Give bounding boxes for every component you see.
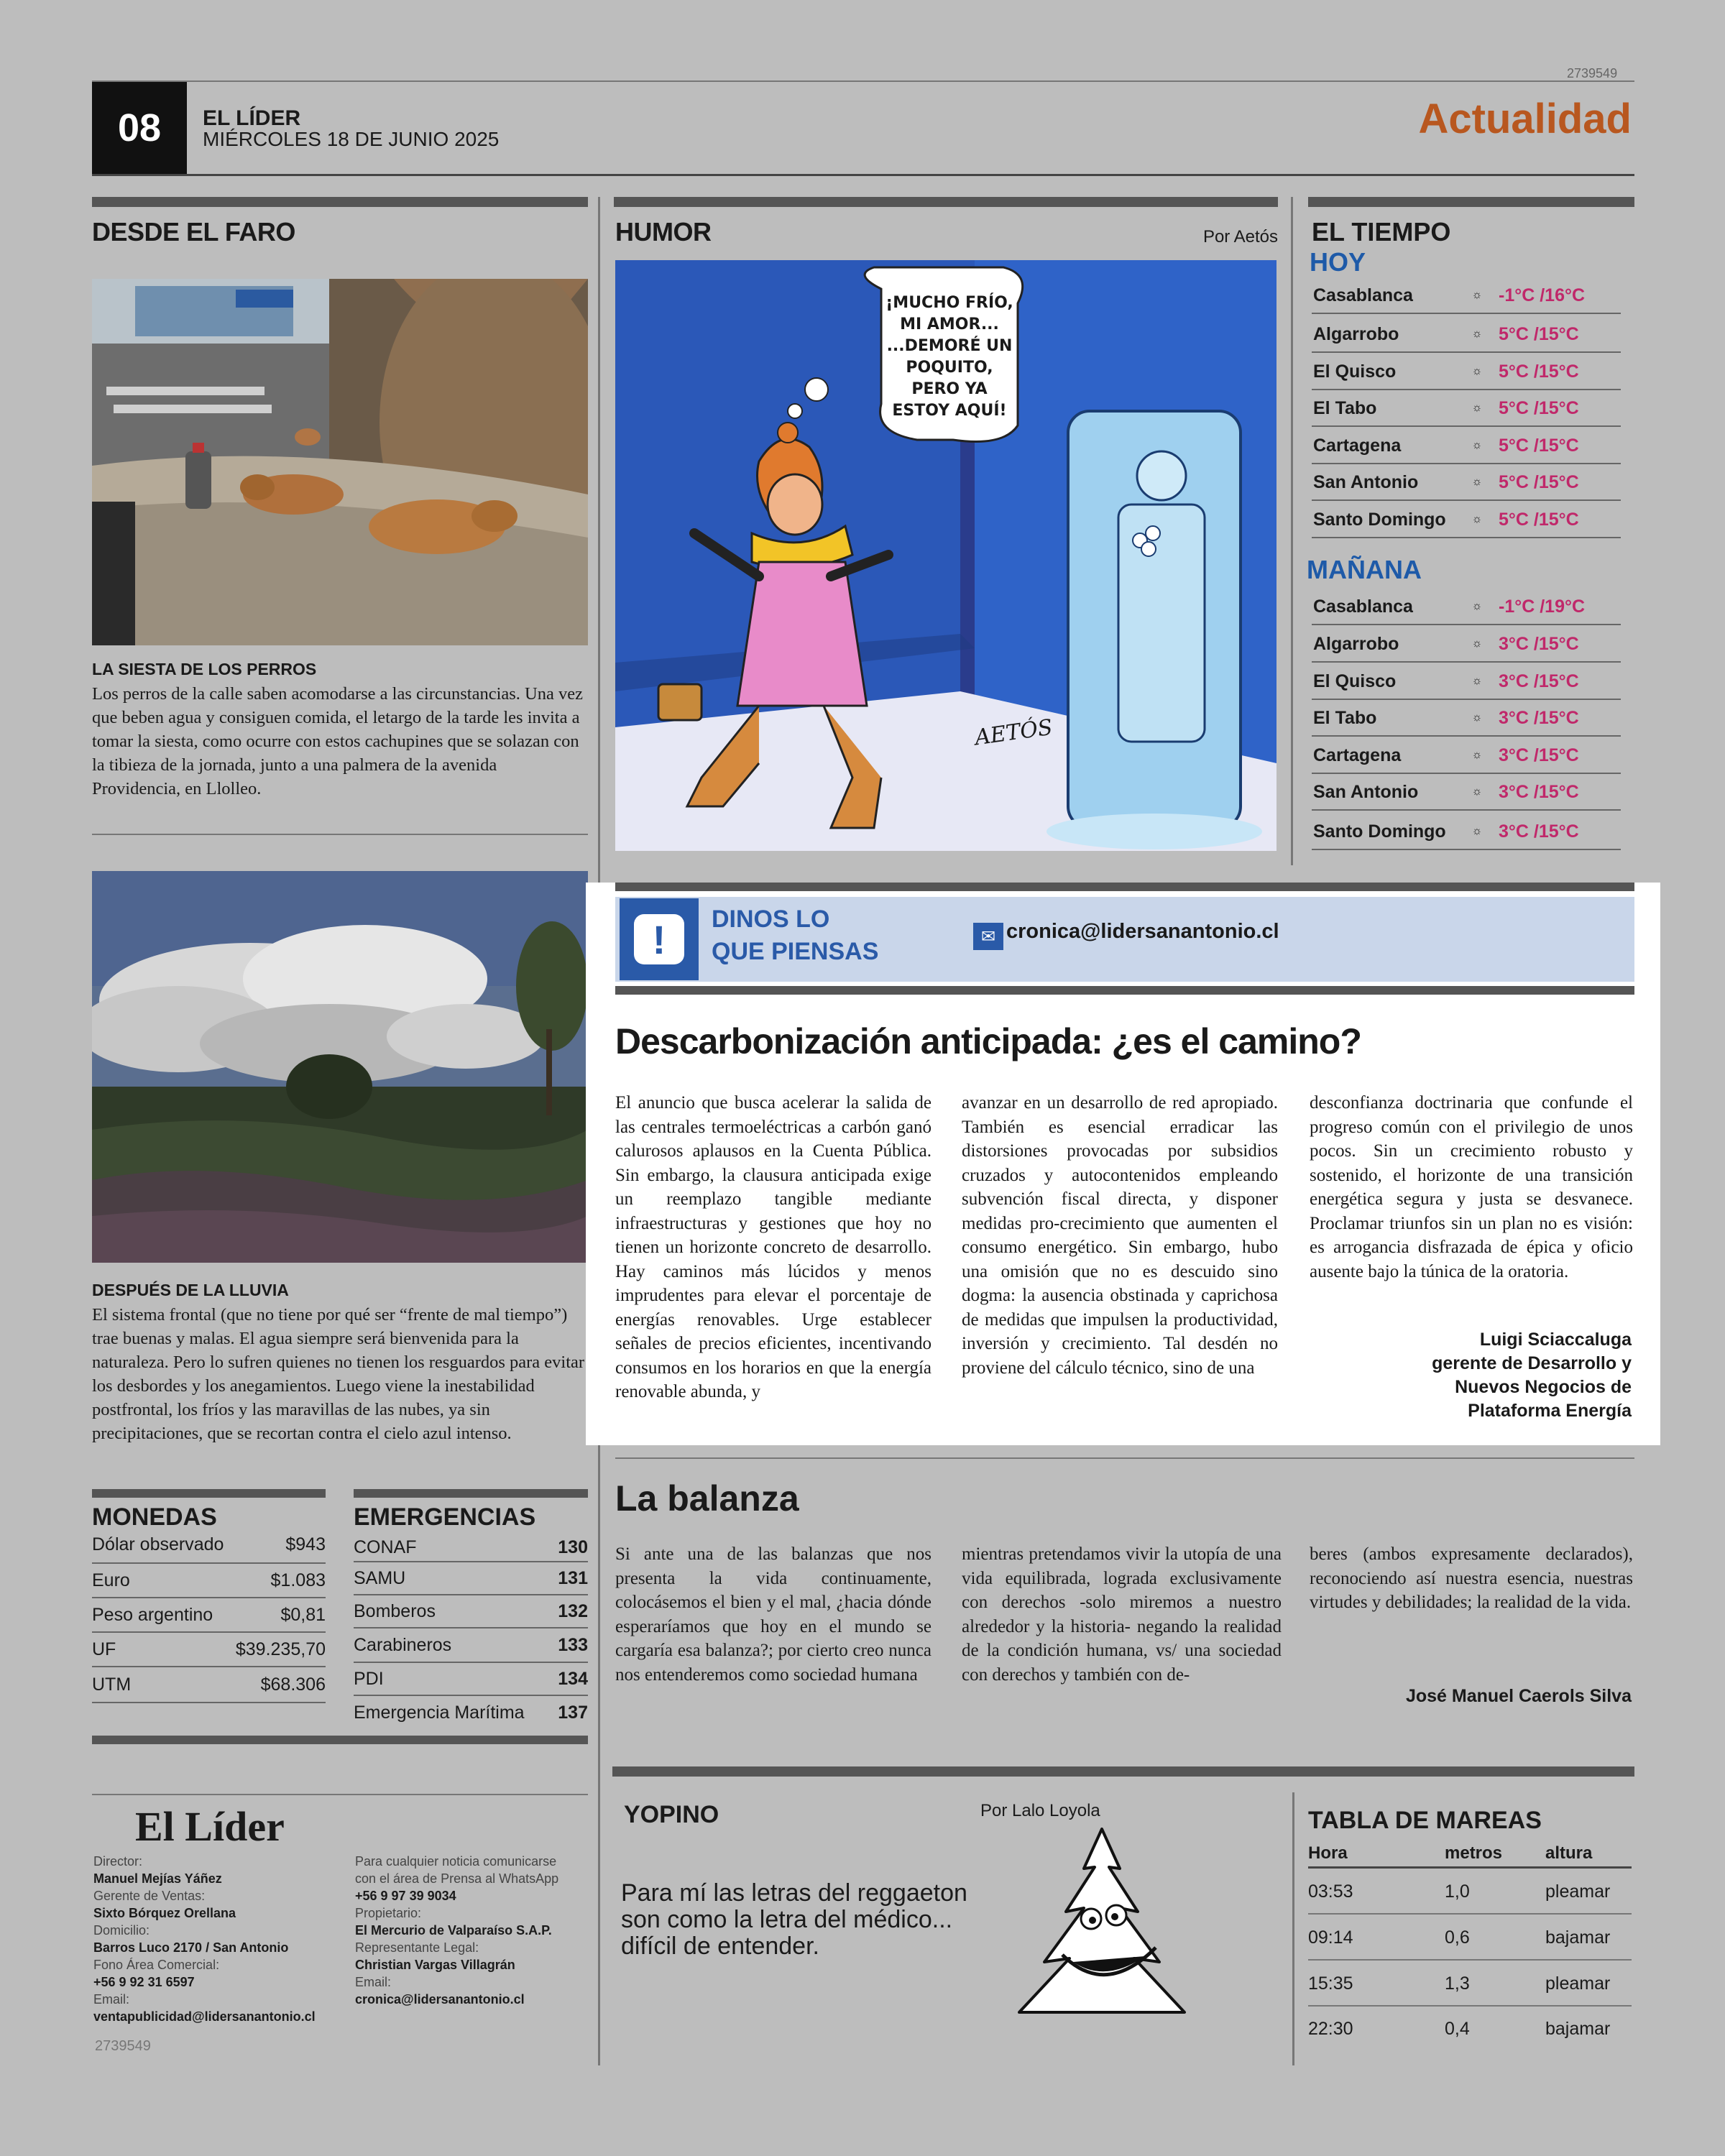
yopino-quote [621, 1880, 967, 1960]
header-top-rule [92, 80, 1634, 82]
money-label: Dólar observado [92, 1534, 224, 1554]
sun-icon: ☼ [1471, 600, 1483, 612]
weather-row [1312, 814, 1621, 850]
weather-row [1312, 627, 1621, 663]
tide-type: pleamar [1545, 1881, 1611, 1902]
weather-city: Casablanca [1313, 596, 1413, 617]
sun-icon: ☼ [1471, 328, 1483, 340]
faro-top-bar [92, 197, 588, 207]
opinion2-column-2: mientras pretendamos vivir la utopía de una vida equilibrada, lograda exclusivamente con derechos -solo miremos a nuestro alrededor y la historia- negando la realidad de la condición humana, vs/ una sociedad con derechos y también con de- [962, 1544, 1282, 1685]
money-row [92, 1526, 326, 1564]
emergency-number: 131 [558, 1567, 588, 1588]
emergency-label: Emergencia Marítima [354, 1702, 525, 1723]
emergency-number: 137 [558, 1702, 588, 1723]
page-number-box [92, 82, 187, 174]
staff-doc-code: 2739549 [95, 2038, 151, 2054]
opinion1-column-3: desconfianza doctrinaria que confunde el progreso común con el privilegio de unos pocos. Sin un crecimiento robusto y sostenido, el horizonte de una transición energética segura y justa se desvanece. Proclamar triunfos sin un plan no es visión: es arrogancia disfrazada de épica y oficio ausente bajo la túnica de la oratoria. [1310, 1093, 1633, 1281]
opinion1-author-role-1: gerente de Desarrollo y [1432, 1353, 1632, 1373]
doc-code-top: 2739549 [1567, 66, 1618, 80]
opinion2-column-1: Si ante una de las balanzas que nos presenta la vida continuamente, colocásemos el bien y el mal, ¿hacia dónde esperaríamos que hoy en el mundo se cargaría esa balanza?; por cierto creo nunca nos entenderemos como sociedad humana [615, 1544, 932, 1685]
photo-dogs-caption [92, 660, 588, 801]
dogs-caption-title: LA SIESTA DE LOS PERROS [92, 660, 317, 678]
staff-label: Representante Legal: [355, 1940, 479, 1955]
emergency-row [354, 1628, 588, 1663]
pine-tree-icon [1012, 1825, 1192, 2027]
staff-label: Director: [93, 1854, 143, 1869]
opinion1-author-role-3: Plataforma Energía [1468, 1401, 1632, 1421]
clouds-caption-text: El sistema frontal (que no tiene por qué ser “frente de mal tiempo”) trae buenas y malas. El agua siempre será bienvenida para la naturaleza. Pero lo sufren quienes no tienen los resguardos para evitar los desbordes y los anegamientos. Luego viene la inestabilidad postfrontal, los fríos y las maravillas de las nubes, ya sin precipitaciones, que se recortan contra el cielo azul intenso. [92, 1305, 585, 1443]
weather-city: El Quisco [1313, 671, 1397, 691]
photo-clouds-caption [92, 1281, 588, 1445]
weather-temp: 5°C /15°C [1499, 471, 1579, 492]
weather-city: Cartagena [1313, 745, 1402, 765]
weather-city: Santo Domingo [1313, 821, 1446, 842]
emergency-number: 133 [558, 1634, 588, 1655]
weather-tomorrow-label: MAÑANA [1307, 555, 1422, 584]
faro-mid-rule [92, 834, 588, 835]
opinion1-headline: Descarbonización anticipada: ¿es el camino? [615, 1021, 1361, 1061]
staff-column-1 [93, 1853, 345, 2025]
weather-temp: 3°C /15°C [1499, 633, 1579, 654]
staff-column-2 [355, 1853, 585, 2008]
monedas-top-bar [92, 1489, 326, 1498]
sun-icon: ☼ [1471, 711, 1483, 724]
tide-meters: 1,3 [1445, 1973, 1470, 1994]
emergencias-title: EMERGENCIAS [354, 1503, 536, 1531]
weather-row [1312, 278, 1621, 314]
emergency-number: 130 [558, 1537, 588, 1557]
weather-row [1312, 391, 1621, 427]
mareas-header-altura: altura [1545, 1843, 1593, 1863]
yopino-quote-line-1: Para mí las letras del reggaeton [621, 1879, 967, 1907]
humor-top-bar [614, 197, 1278, 207]
weather-city: El Tabo [1313, 397, 1377, 418]
mareas-header-metros: metros [1445, 1843, 1503, 1863]
staff-label: Domicilio: [93, 1923, 150, 1938]
staff-value: El Mercurio de Valparaíso S.A.P. [355, 1923, 552, 1938]
dinos-alert-icon: ! [620, 898, 699, 980]
mareas-header-hora: Hora [1308, 1843, 1348, 1863]
pine-tree-cartoon [1012, 1825, 1192, 2027]
opinion1-author: Luigi Sciaccaluga [1479, 1330, 1632, 1350]
weather-city: San Antonio [1313, 781, 1419, 802]
money-row [92, 1564, 326, 1598]
weather-city: Santo Domingo [1313, 509, 1446, 530]
humor-weather-divider [1291, 197, 1293, 865]
weather-city: San Antonio [1313, 471, 1419, 492]
emergency-label: CONAF [354, 1537, 417, 1557]
staff-label: Email: [93, 1992, 130, 2007]
weather-temp: 3°C /15°C [1499, 745, 1579, 765]
weather-temp: 5°C /15°C [1499, 397, 1579, 418]
sun-icon: ☼ [1471, 365, 1483, 377]
sun-icon: ☼ [1471, 289, 1483, 301]
opinion1-author-block [1432, 1328, 1632, 1423]
weather-row [1312, 738, 1621, 774]
weather-city: El Tabo [1313, 707, 1377, 728]
staff-label: Para cualquier noticia comunicarse [355, 1854, 557, 1869]
weather-temp: 3°C /15°C [1499, 671, 1579, 691]
dogs-photo-image [92, 279, 588, 645]
tide-row [1308, 2007, 1632, 2051]
page-number: 08 [117, 106, 162, 149]
weather-temp: 5°C /15°C [1499, 509, 1579, 530]
clouds-caption-title: DESPUÉS DE LA LLUVIA [92, 1281, 289, 1299]
weather-row [1312, 317, 1621, 353]
opinion2-author: José Manuel Caerols Silva [1405, 1686, 1632, 1706]
weather-temp: 5°C /15°C [1499, 323, 1579, 344]
money-row [92, 1633, 326, 1667]
monedas-title: MONEDAS [92, 1503, 217, 1531]
money-label: Euro [92, 1570, 130, 1590]
money-row [92, 1598, 326, 1633]
tide-row [1308, 1916, 1632, 1961]
emergency-row [354, 1663, 588, 1696]
staff-value: ventapublicidad@lidersanantonio.cl [93, 2009, 316, 2024]
weather-city: Cartagena [1313, 435, 1402, 456]
weather-temp: -1°C /19°C [1499, 596, 1586, 617]
weather-temp: 5°C /15°C [1499, 435, 1579, 456]
emergency-number: 134 [558, 1668, 588, 1689]
money-row [92, 1667, 326, 1703]
money-label: UTM [92, 1674, 132, 1695]
mareas-header-row [1308, 1840, 1632, 1869]
weather-city: Algarrobo [1313, 633, 1399, 654]
weather-row [1312, 354, 1621, 390]
weather-title: EL TIEMPO [1312, 217, 1451, 247]
tide-time: 09:14 [1308, 1927, 1353, 1948]
money-value: $68.306 [260, 1674, 326, 1695]
humor-section-title: HUMOR [615, 217, 712, 247]
tide-meters: 0,6 [1445, 1927, 1470, 1948]
opinion2-headline: La balanza [615, 1478, 799, 1519]
humor-byline: Por Aetós [1202, 227, 1278, 247]
tide-time: 22:30 [1308, 2018, 1353, 2039]
money-value: $943 [285, 1534, 326, 1554]
money-value: $0,81 [280, 1604, 326, 1625]
weather-row [1312, 701, 1621, 737]
dinos-bottom-bar [615, 986, 1634, 995]
yopino-byline: Por Lalo Loyola [980, 1801, 1100, 1820]
weather-top-bar [1308, 197, 1634, 207]
dinos-title-line1: DINOS LO [712, 906, 830, 933]
money-label: Peso argentino [92, 1604, 213, 1625]
photo-clouds [92, 871, 588, 1263]
cartoon-signature: AETÓS [973, 714, 1054, 751]
weather-row [1312, 465, 1621, 501]
sun-icon: ☼ [1471, 439, 1483, 451]
yopino-title: YOPINO [624, 1801, 719, 1828]
yopino-quote-line-2: son como la letra del médico... [621, 1906, 953, 1933]
clouds-photo-image [92, 871, 588, 1263]
weather-temp: 3°C /15°C [1499, 821, 1579, 842]
tide-row [1308, 1870, 1632, 1915]
tide-meters: 0,4 [1445, 2018, 1470, 2039]
weather-row [1312, 775, 1621, 811]
weather-row [1312, 589, 1621, 625]
money-value: $39.235,70 [235, 1639, 326, 1659]
emergency-label: Bomberos [354, 1600, 436, 1621]
tide-type: bajamar [1545, 1927, 1611, 1948]
tide-time: 15:35 [1308, 1973, 1353, 1994]
emergency-row [354, 1562, 588, 1595]
photo-dogs [92, 279, 588, 645]
sun-icon: ☼ [1471, 637, 1483, 650]
staff-label: Email: [355, 1975, 392, 1989]
weather-row [1312, 502, 1621, 538]
staff-value: Sixto Bórquez Orellana [93, 1906, 236, 1920]
staff-value: Christian Vargas Villagrán [355, 1958, 515, 1972]
staff-label: Fono Área Comercial: [93, 1958, 220, 1972]
weather-temp: 3°C /15°C [1499, 707, 1579, 728]
staff-value: cronica@lidersanantonio.cl [355, 1992, 525, 2007]
sun-icon: ☼ [1471, 825, 1483, 837]
emergency-label: PDI [354, 1668, 384, 1689]
staff-top-rule [92, 1794, 588, 1795]
dinos-top-bar [615, 883, 1634, 891]
opinion2-column-3: beres (ambos expresamente declarados), reconociendo así nuestra esencia, nuestras virtudes y debilidades; la realidad de la vida. [1310, 1544, 1633, 1612]
sun-icon: ☼ [1471, 749, 1483, 761]
weather-city: Casablanca [1313, 285, 1413, 305]
opinion1-column-1: El anuncio que busca acelerar la salida de las centrales termoeléctricas a carbón ganó calurosos aplausos en la Cuenta Pública. Sin embargo, la clausura anticipada exige un reemplazo tangible mediante infraestructuras y gestiones que hoy no tienen un horizonte concreto de desarrollo. Hay caminos más lúcidos y menos imprudentes para elevar el porcentaje de energías renovables. Urge establecer señales de precios eficientes, incentivando consumos en los horarios en que la energía renovable abunda, y [615, 1093, 932, 1401]
weather-city: Algarrobo [1313, 323, 1399, 344]
staff-value: Barros Luco 2170 / San Antonio [93, 1940, 289, 1955]
weather-row [1312, 664, 1621, 700]
emergency-row [354, 1696, 588, 1729]
emergency-number: 132 [558, 1600, 588, 1621]
sun-icon: ☼ [1471, 402, 1483, 414]
dinos-email: cronica@lidersanantonio.cl [1006, 920, 1279, 943]
sun-icon: ☼ [1471, 513, 1483, 525]
sun-icon: ☼ [1471, 476, 1483, 488]
left-lower-bar [92, 1736, 588, 1744]
weather-temp: 5°C /15°C [1499, 361, 1579, 382]
tide-type: bajamar [1545, 2018, 1611, 2039]
emergency-row [354, 1595, 588, 1628]
weather-temp: 3°C /15°C [1499, 781, 1579, 802]
dogs-caption-text: Los perros de la calle saben acomodarse a las circunstancias. Una vez que beben agua y consiguen comida, el letargo de la tarde les invita a tomar la siesta, como ocurre con estos cachupines que se solazan con la tibieza de la jornada, junto a una palmera de la avenida Providencia, en Llolleo. [92, 684, 583, 798]
weather-temp: -1°C /16°C [1499, 285, 1586, 305]
tide-row [1308, 1962, 1632, 2007]
dinos-title-line2: QUE PIENSAS [712, 938, 879, 965]
header-bottom-rule [92, 174, 1634, 176]
sun-icon: ☼ [1471, 786, 1483, 798]
paper-name: EL LÍDER [203, 106, 301, 130]
mareas-title: TABLA DE MAREAS [1308, 1807, 1542, 1834]
mail-icon: ✉ [973, 923, 1003, 950]
weather-row [1312, 428, 1621, 464]
tide-type: pleamar [1545, 1973, 1611, 1994]
staff-label: Gerente de Ventas: [93, 1889, 206, 1903]
tide-meters: 1,0 [1445, 1881, 1470, 1902]
section-name: Actualidad [1418, 96, 1632, 142]
yopino-mareas-divider [1292, 1792, 1294, 2065]
emergency-row [354, 1534, 588, 1562]
humor-cartoon [615, 260, 1276, 851]
sun-icon: ☼ [1471, 675, 1483, 687]
tide-time: 03:53 [1308, 1881, 1353, 1902]
staff-value: +56 9 92 31 6597 [93, 1975, 195, 1989]
emergencias-top-bar [354, 1489, 588, 1498]
bottom-wide-bar [612, 1766, 1634, 1777]
opinion1-author-role-2: Nuevos Negocios de [1455, 1377, 1632, 1397]
faro-section-title: DESDE EL FARO [92, 217, 295, 247]
money-label: UF [92, 1639, 116, 1659]
issue-date: MIÉRCOLES 18 DE JUNIO 2025 [203, 128, 500, 150]
cartoon-speech-bubble: ¡MUCHO FRÍO, MI AMOR... ...DEMORÉ UN POQUITO, PERO YA ESTOY AQUÍ! [886, 294, 1013, 420]
yopino-quote-line-3: difícil de entender. [621, 1932, 819, 1960]
emergency-label: SAMU [354, 1567, 406, 1588]
staff-whatsapp: +56 9 97 39 9034 [355, 1889, 456, 1903]
staff-label: Propietario: [355, 1906, 422, 1920]
weather-city: El Quisco [1313, 361, 1397, 382]
money-value: $1.083 [270, 1570, 326, 1590]
opinion1-column-2: avanzar en un desarrollo de red apropiado. También es esencial erradicar las distorsiones provocadas por subsidios cruzados y autocontenidos empleando subvención fiscal directa, y disponer medidas pro-crecimiento que aumenten el consumo energético. Sin embargo, hubo una omisión que no es descuido sino dogma: la ausencia obstinada y caprichosa de medidas que impulsen la productividad, inversión y crecimiento. Tal desdén no proviene del cálculo técnico, sino de una [962, 1093, 1278, 1378]
staff-value: Manuel Mejías Yáñez [93, 1871, 222, 1886]
staff-logo: El Líder [135, 1803, 285, 1850]
balanza-top-rule [615, 1457, 1634, 1459]
weather-today-label: HOY [1310, 247, 1366, 277]
emergency-label: Carabineros [354, 1634, 452, 1655]
staff-label: con el área de Prensa al WhatsApp [355, 1871, 559, 1886]
